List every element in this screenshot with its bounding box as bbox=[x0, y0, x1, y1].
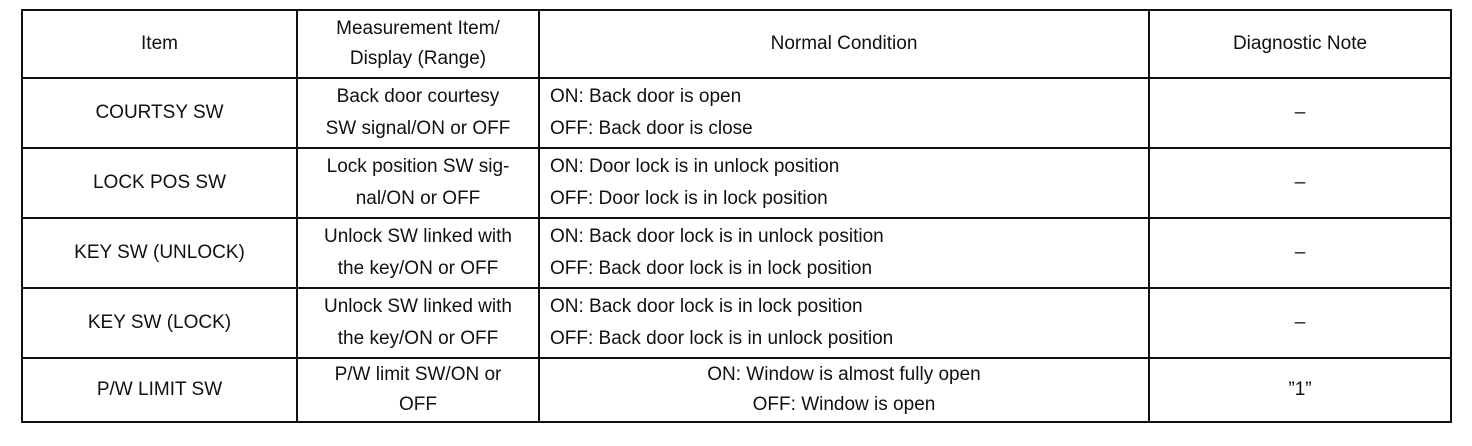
cell-item: KEY SW (UNLOCK) bbox=[22, 218, 297, 288]
cell-measurement-line: the key/ON or OFF bbox=[337, 258, 499, 279]
cell-measurement bbox=[297, 218, 539, 288]
cell-diagnostic-note: – bbox=[1149, 288, 1451, 358]
header-normal-condition bbox=[539, 10, 1149, 78]
diagnostic-table bbox=[21, 9, 1452, 423]
cell-measurement-line: P/W limit SW/ON or bbox=[334, 364, 502, 385]
cell-normal-line: OFF: Door lock is in lock position bbox=[550, 188, 828, 209]
cell-measurement-line: Unlock SW linked with bbox=[324, 226, 512, 247]
cell-measurement-line: Unlock SW linked with bbox=[324, 296, 512, 317]
cell-diagnostic-note: – bbox=[1149, 148, 1451, 218]
cell-normal-condition bbox=[539, 148, 1149, 218]
cell-measurement bbox=[297, 78, 539, 148]
cell-item: LOCK POS SW bbox=[22, 148, 297, 218]
cell-measurement-line: Back door courtesy bbox=[336, 86, 500, 107]
table-row bbox=[22, 148, 1451, 218]
table-row bbox=[22, 78, 1451, 148]
cell-normal-line: OFF: Back door lock is in unlock position bbox=[550, 328, 894, 349]
cell-measurement-line: nal/ON or OFF bbox=[355, 188, 481, 209]
cell-normal-condition bbox=[539, 288, 1149, 358]
cell-normal-condition bbox=[539, 358, 1149, 422]
header-diagnostic-note bbox=[1149, 10, 1451, 78]
header-item bbox=[22, 10, 297, 78]
cell-measurement bbox=[297, 288, 539, 358]
cell-normal-line: OFF: Back door lock is in lock position bbox=[550, 258, 873, 279]
header-item-label: Item bbox=[141, 33, 178, 54]
cell-normal-line: OFF: Back door is close bbox=[550, 118, 753, 139]
cell-normal-line: ON: Back door lock is in unlock position bbox=[550, 226, 884, 247]
cell-measurement-line: Lock position SW sig- bbox=[326, 156, 510, 177]
table-row bbox=[22, 288, 1451, 358]
cell-measurement-line: the key/ON or OFF bbox=[337, 328, 499, 349]
cell-diagnostic-note: – bbox=[1149, 218, 1451, 288]
table-row bbox=[22, 218, 1451, 288]
cell-normal-line: ON: Back door is open bbox=[550, 86, 742, 107]
cell-measurement bbox=[297, 148, 539, 218]
cell-measurement bbox=[297, 358, 539, 422]
cell-item: COURTSY SW bbox=[22, 78, 297, 148]
cell-normal-condition bbox=[539, 78, 1149, 148]
table-header-row bbox=[22, 10, 1451, 78]
cell-normal-line: ON: Door lock is in unlock position bbox=[550, 156, 840, 177]
header-measurement-line1: Measurement Item/ bbox=[336, 18, 500, 39]
cell-item: P/W LIMIT SW bbox=[22, 358, 297, 422]
cell-normal-line: OFF: Window is open bbox=[752, 394, 936, 415]
cell-measurement-line: OFF bbox=[399, 394, 437, 415]
cell-normal-condition bbox=[539, 218, 1149, 288]
cell-diagnostic-note: ”1” bbox=[1149, 358, 1451, 422]
cell-measurement-line: SW signal/ON or OFF bbox=[325, 118, 511, 139]
header-diagnostic-label: Diagnostic Note bbox=[1232, 33, 1368, 54]
header-measurement bbox=[297, 10, 539, 78]
cell-normal-line: ON: Back door lock is in lock position bbox=[550, 296, 863, 317]
cell-diagnostic-note: – bbox=[1149, 78, 1451, 148]
cell-item: KEY SW (LOCK) bbox=[22, 288, 297, 358]
cell-normal-line: ON: Window is almost fully open bbox=[707, 364, 981, 385]
header-measurement-line2: Display (Range) bbox=[349, 48, 487, 69]
header-normal-label: Normal Condition bbox=[770, 33, 918, 54]
table-row bbox=[22, 358, 1451, 422]
